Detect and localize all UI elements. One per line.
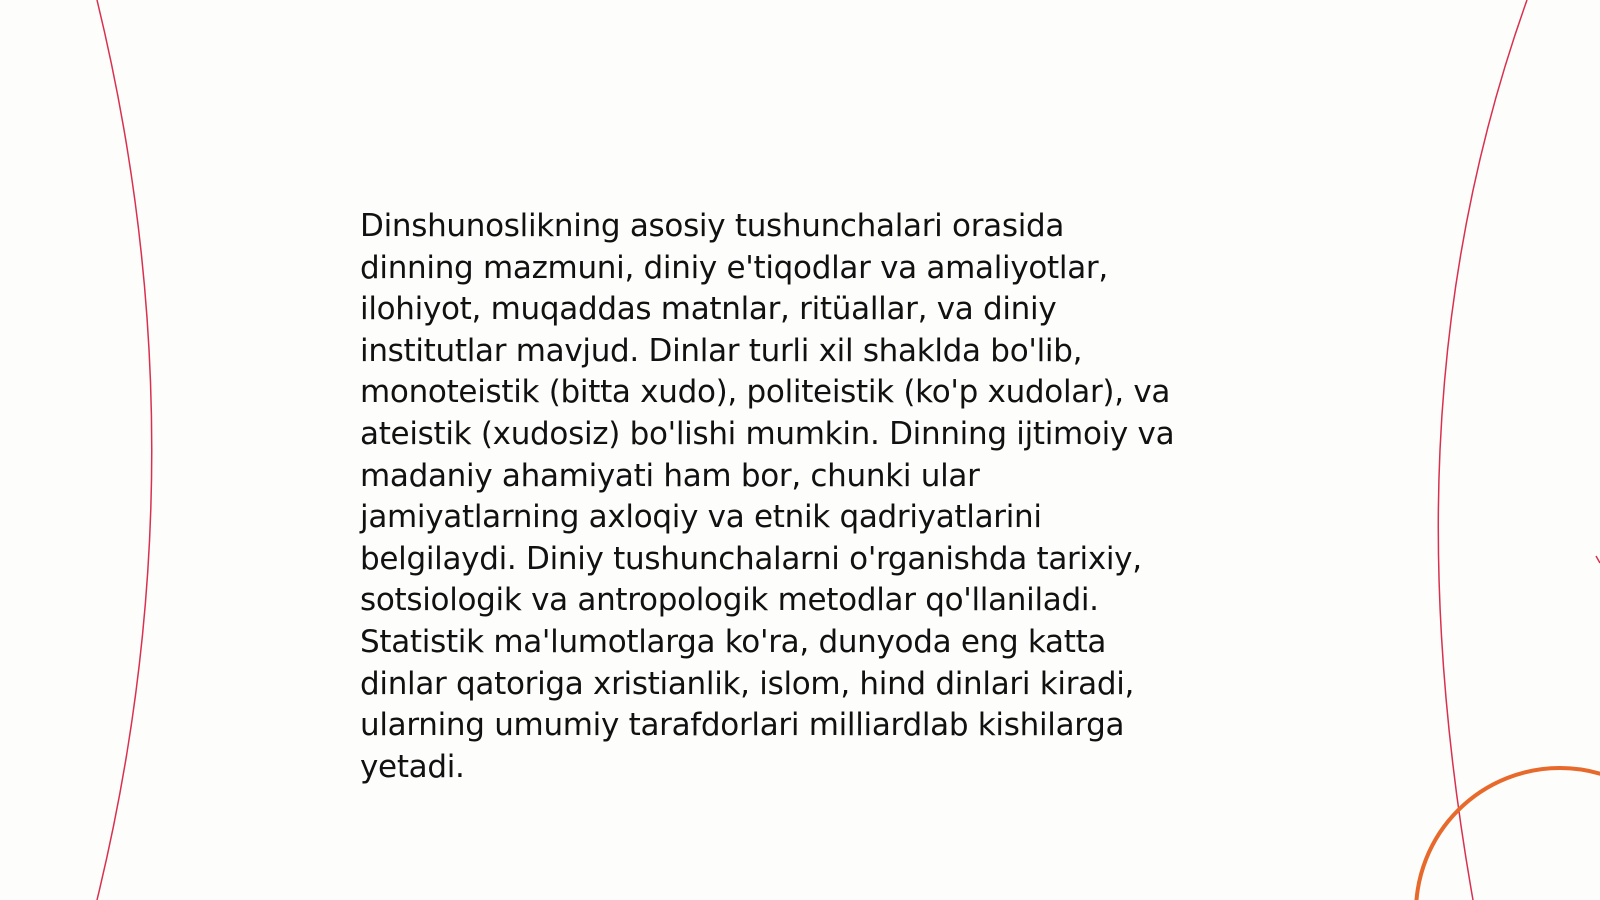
text-line: institutlar mavjud. Dinlar turli xil shaklda bo'lib, [360, 332, 1083, 369]
text-line: ularning umumiy tarafdorlari milliardlab kishilarga [360, 707, 1125, 744]
text-line: ateistik (xudosiz) bo'lishi mumkin. Dinning ijtimoiy va [360, 415, 1175, 452]
left-curve-line [97, 0, 152, 900]
text-line: yetadi. [360, 748, 465, 785]
text-line: ilohiyot, muqaddas matnlar, ritüallar, va diniy [360, 291, 1057, 328]
right-curve-line [1438, 0, 1527, 900]
text-line: dinning mazmuni, diniy e'tiqodlar va amaliyotlar, [360, 249, 1108, 286]
text-line: sotsiologik va antropologik metodlar qo'llaniladi. [360, 582, 1099, 619]
orange-circle-outline [1416, 768, 1600, 900]
text-line: monoteistik (bitta xudo), politeistik (ko'p xudolar), va [360, 374, 1171, 411]
text-line: madaniy ahamiyati ham bor, chunki ular [360, 457, 980, 494]
text-line: dinlar qatoriga xristianlik, islom, hind dinlari kiradi, [360, 665, 1135, 702]
body-paragraph [360, 206, 1240, 788]
text-line: Dinshunoslikning asosiy tushunchalari orasida [360, 208, 1065, 244]
text-line: belgilaydi. Diniy tushunchalarni o'rganishda tarixiy, [360, 540, 1142, 577]
text-line: Statistik ma'lumotlarga ko'ra, dunyoda eng katta [360, 623, 1107, 660]
right-edge-tick [1596, 556, 1600, 563]
text-line: jamiyatlarning axloqiy va etnik qadriyatlarini [360, 499, 1042, 536]
